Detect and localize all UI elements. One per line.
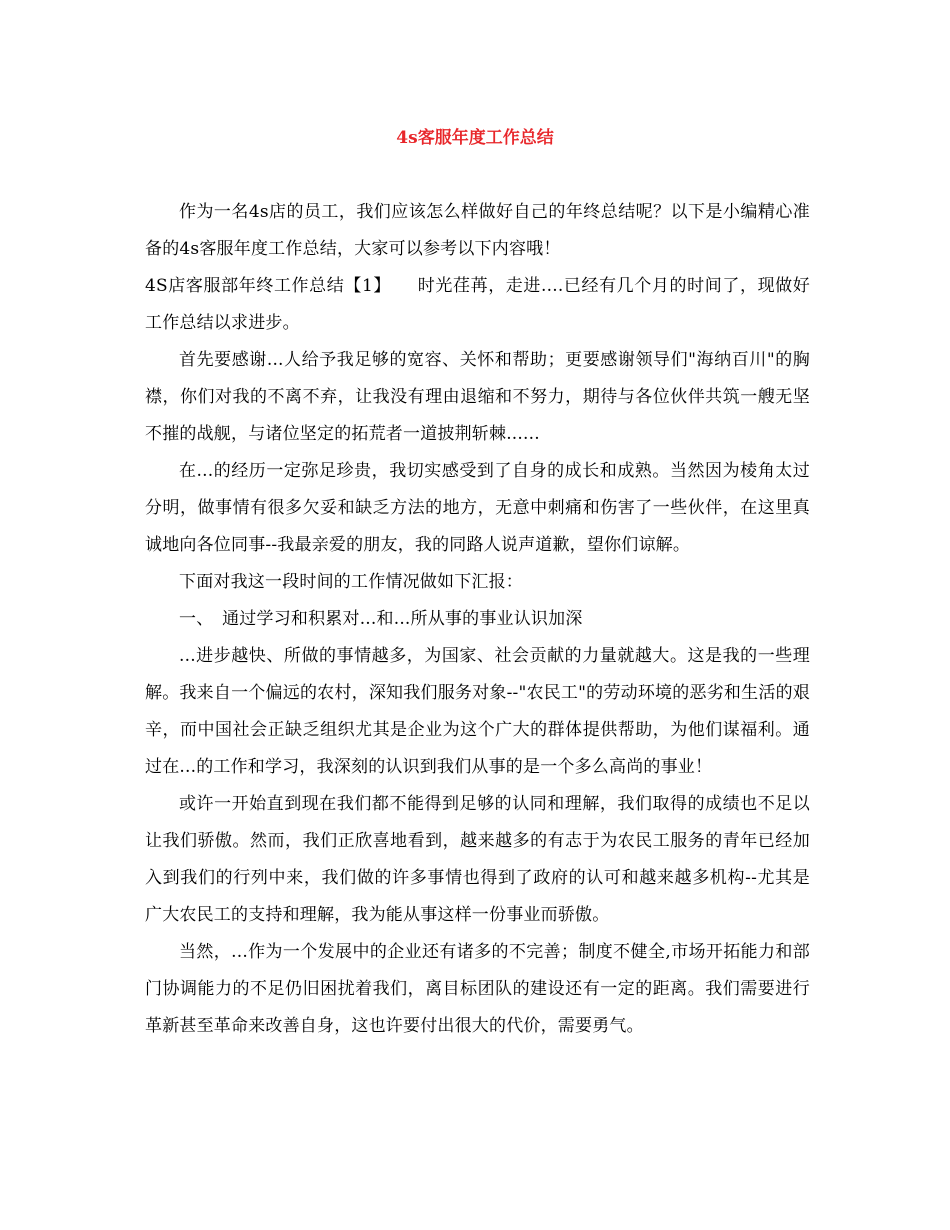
paragraph-experience: 在...的经历一定弥足珍贵，我切实感受到了自身的成长和成熟。当然因为棱角太过分明，做事情有很多欠妥和缺乏方法的地方，无意中刺痛和伤害了一些伙伴，在这里真诚地向各位同事--我最亲爱的朋友，我的同路人说声道歉，望你们谅解。 <box>145 461 810 555</box>
paragraph-progress: ...进步越快、所做的事情越多，为国家、社会贡献的力量就越大。这是我的一些理解。我来自一个偏远的农村，深知我们服务对象--"农民工"的劳动环境的恶劣和生活的艰辛，而中国社会正缺乏组织尤其是企业为这个广大的群体提供帮助，为他们谋福利。通过在...的工作和学习，我深刻的认识到我们从事的是一个多么高尚的事业！ <box>145 646 810 777</box>
paragraph-report-intro: 下面对我这一段时间的工作情况做如下汇报： <box>179 572 523 592</box>
paragraph-improvement: 当然，...作为一个发展中的企业还有诸多的不完善；制度不健全,市场开拓能力和部门协调能力的不足仍旧困扰着我们，离目标团队的建设还有一定的距离。我们需要进行革新甚至革命来改善自身，这也许要付出很大的代价，需要勇气。 <box>145 942 810 1036</box>
paragraph-recognition: 或许一开始直到现在我们都不能得到足够的认同和理解，我们取得的成绩也不足以让我们骄傲。然而，我们正欣喜地看到，越来越多的有志于为农民工服务的青年已经加入到我们的行列中来，我们做的许多事情也得到了政府的认可和越来越多机构--尤其是广大农民工的支持和理解，我为能从事这样一份事业而骄傲。 <box>145 794 810 925</box>
paragraph-section-heading: 4S店客服部年终工作总结【1】 时光荏苒，走进....已经有几个月的时间了，现做好工作总结以求进步。 <box>145 276 810 333</box>
paragraph-point-one: 一、 通过学习和积累对...和...所从事的事业认识加深 <box>179 609 583 629</box>
document-body <box>145 194 810 1045</box>
document-title: 4s客服年度工作总结 <box>396 128 554 148</box>
paragraph-thanks: 首先要感谢...人给予我足够的宽容、关怀和帮助；更要感谢领导们"海纳百川"的胸襟，你们对我的不离不弃，让我没有理由退缩和不努力，期待与各位伙伴共筑一艘无坚不摧的战舰，与诸位坚定的拓荒者一道披荆斩棘...... <box>145 350 810 444</box>
paragraph-intro: 作为一名4s店的员工，我们应该怎么样做好自己的年终总结呢？以下是小编精心准备的4s客服年度工作总结，大家可以参考以下内容哦！ <box>145 202 810 259</box>
